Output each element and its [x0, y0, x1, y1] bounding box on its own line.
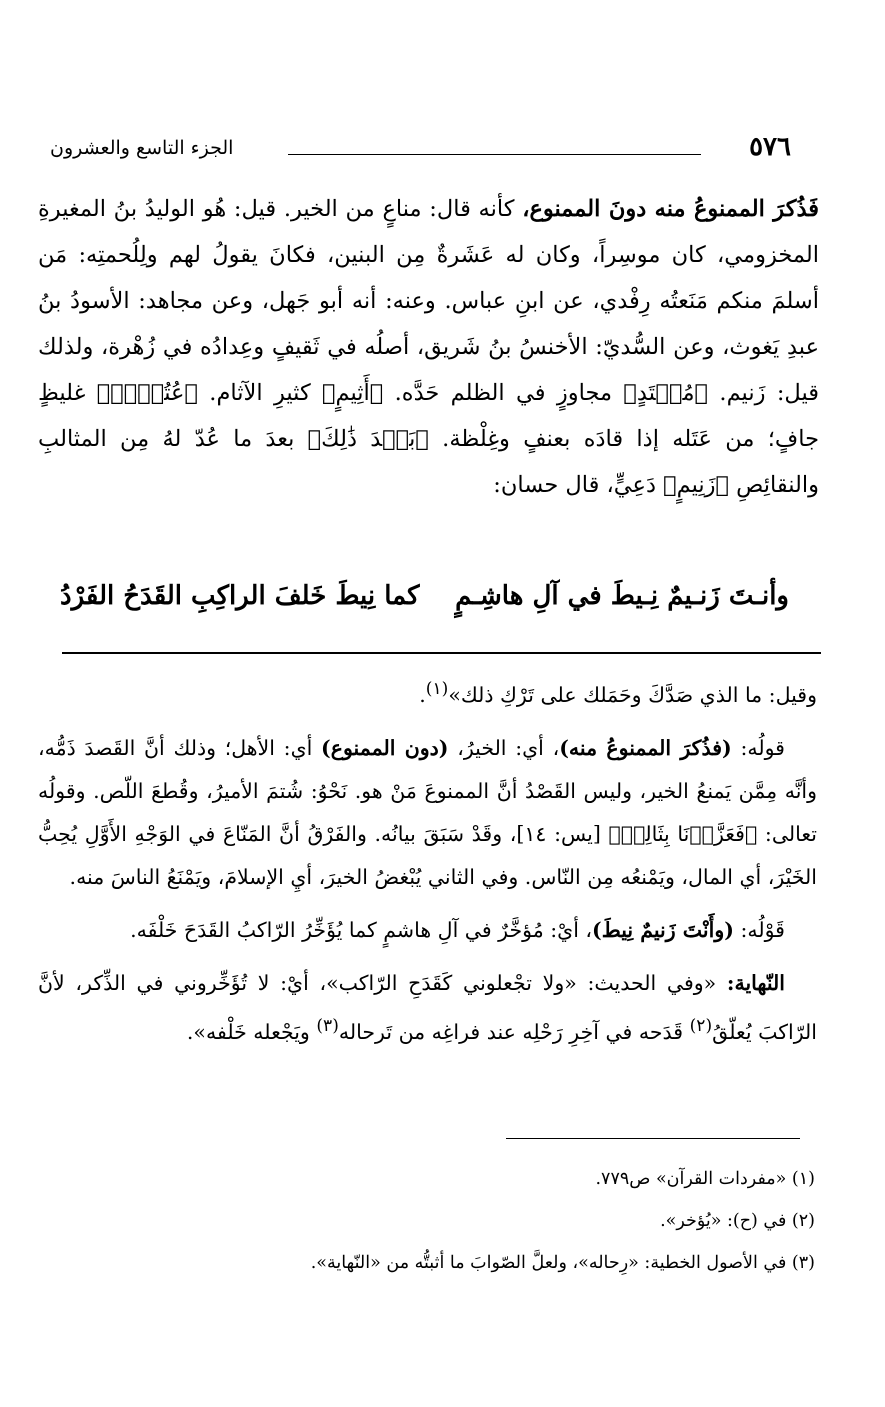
source-name: النّهاية:: [726, 970, 785, 995]
commentary-text: أي: الأهل؛ وذلك أنَّ القَصدَ ذَمُّه، وأنَّه مِمَّن يَمنعُ الخير، وليس القَصْدُ أنَّ الممنوعَ مَنْ هو. نَحْوُ: شُتمَ الأميرُ، وقُطعَ اللّص. وقولُه تعالى: ﴿فَعَزَّزۡنَا بِثَالِثٖ﴾ [يس: ١٤]، وقَدْ سَبَقَ بيانُه. والفَرْقُ أنَّ المَنّاعَ في الوَجْهِ الأَوَّلِ يُحِبُّ الخَيْرَ، أي المال، ويَمْنعُه مِن النّاس. وفي الثاني يُبْغضُ الخيرَ، أيِ الإسلامَ، ويَمْنَعُ الناسَ منه.: [38, 735, 818, 889]
quoted-phrase: (فذُكرَ الممنوعُ منه): [559, 735, 732, 760]
commentary-text: قَوْلُه:: [740, 917, 785, 942]
poetry-verse: [60, 573, 789, 633]
verse-first-hemistich: وأنـتَ زَنـيمٌ نِـيطَ في آلِ هاشِـمٍ: [455, 581, 789, 611]
main-bold-lead: فَذُكرَ الممنوعُ منه دونَ الممنوع،: [522, 196, 820, 222]
commentary-text: ويَجْعله خَلْفه».: [186, 1019, 310, 1044]
commentary-text: وقيل: ما الذي صَدَّكَ وحَمَلك على تَرْكِ ذلك»: [448, 682, 817, 707]
footnote: (١) «مفردات القرآن» ص٧٧٩.: [595, 1169, 815, 1189]
verse-second-hemistich: كما نِيطَ خَلفَ الراكِبِ القَدَحُ الفَرْدُ: [60, 581, 420, 611]
commentary-text: قَدَحه في آخِرِ رَحْلِه عند فراغِه من تَرحاله: [338, 1019, 684, 1044]
commentary-text: .: [419, 682, 426, 707]
commentary-text: قولُه:: [740, 735, 785, 760]
quoted-phrase: (دون الممنوع): [321, 735, 449, 760]
footnote-divider: [506, 1138, 800, 1139]
text-divider: [62, 652, 821, 654]
page-header: [50, 132, 791, 176]
running-title: الجزء التاسع والعشرون: [50, 137, 234, 159]
footnote: (٢) في (ح): «يُؤخر».: [660, 1211, 815, 1231]
commentary-text: ، أيْ: مُؤخَّرٌ في آلِ هاشمٍ كما يُؤَخِّرُ الرّاكبُ القَدَحَ خَلْفَه.: [130, 917, 593, 942]
footnote: (٣) في الأصول الخطية: «رِحاله»، ولعلَّ الصّوابَ ما أثبتُّه من «النّهاية».: [310, 1253, 815, 1273]
page-number: ٥٧٦: [749, 132, 791, 162]
commentary: [38, 668, 817, 1064]
footnotes: [60, 1158, 815, 1284]
commentary-paragraph: [38, 962, 817, 1054]
commentary-text: ، أي: الخيرُ،: [457, 735, 560, 760]
commentary-paragraph: [38, 727, 817, 899]
commentary-paragraph: [38, 668, 817, 717]
main-body: كأنه قال: مناعٍ من الخير. قيل: هُو الوليدُ بنُ المغيرةِ المخزومي، كان موسِراً، وكان له عَشَرةٌ مِن البنين، فكانَ يقولُ لهم ولِلُحمتِه: مَن أسلمَ منكم مَنَعتُه رِفْدي، عن ابنِ عباس. وعنه: أنه أبو جَهل، وعن مجاهد: الأسودُ بنُ عبدِ يَغوث، وعن السُّديّ: الأخنسُ بنُ شَريق، أصلُه في ثَقيفٍ وعِدادُه في زُهْرة، ولذلك قيل: زَنيم. ﴿مُعۡتَدٍ﴾ مجاوزٍ في الظلم حَدَّه. ﴿أَثِيمٍ﴾ كثيرِ الآثام. ﴿عُتُلِّۢ﴾ غليظٍ جافٍ؛ من عَتَله إذا قادَه بعنفٍ وغِلْظة. ﴿بَعۡدَ ذَٰلِكَ﴾ بعدَ ما عُدّ لهُ مِن المثالبِ والنقائِصِ ﴿زَنِيمٍ﴾ دَعِيٍّ، قال حسان:: [38, 196, 819, 498]
footnote-ref: (١): [425, 679, 449, 699]
footnote-ref: (٢): [689, 1015, 713, 1036]
header-rule: [288, 154, 701, 155]
main-paragraph: [38, 186, 819, 508]
main-text: [38, 186, 819, 508]
commentary-text: «وفي الحديث: «ولا تجْعلوني كَقَدَحِ الرّاكب»، أيْ: لا تُؤَخِّروني في الذِّكر، لأنَّ الرّاكبَ يُعلّقُ: [38, 970, 817, 1044]
footnote-ref: (٣): [316, 1015, 339, 1036]
commentary-paragraph: [38, 909, 817, 952]
quoted-phrase: (وأَنْتَ زَنيمٌ نِيطَ): [592, 917, 734, 942]
